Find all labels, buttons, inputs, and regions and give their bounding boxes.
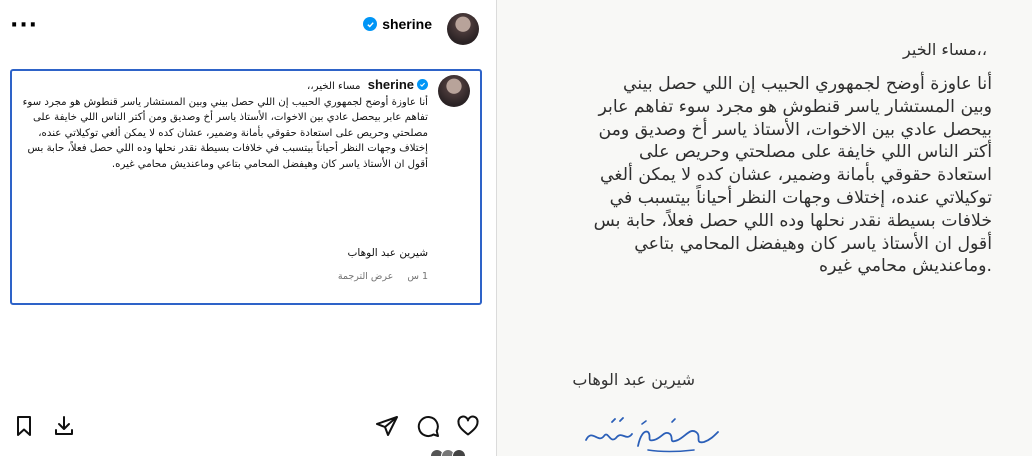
comment-avatar[interactable]: [438, 75, 470, 107]
share-button[interactable]: [373, 412, 401, 440]
comments-panel: [0, 0, 497, 456]
liked-by-avatars[interactable]: [430, 449, 480, 456]
comment-icon: [416, 414, 440, 438]
more-options-button[interactable]: [9, 13, 39, 38]
comment-signature: شيرين عبد الوهاب: [347, 247, 428, 259]
post-image: [497, 0, 1032, 456]
post-author[interactable]: [363, 16, 432, 32]
letter-line: أكتر الناس اللي خايفة على مصلحتي وحريص على: [639, 142, 992, 163]
verified-badge-icon: [417, 79, 428, 90]
bookmark-icon: [12, 414, 36, 438]
comment-time[interactable]: 1 س: [407, 271, 428, 282]
download-icon: [52, 414, 76, 438]
comment-greeting: مساء الخير،،: [307, 81, 361, 92]
caption-comment: [10, 69, 482, 305]
letter-line: وبين المستشار ياسر قنطوش هو مجرد سوء تفاهم عابر: [598, 96, 992, 117]
letter-line: بيحصل عادي بين الاخوات، الأستاذ ياسر أخ وصديق ومن: [598, 119, 992, 140]
verified-badge-icon: [363, 17, 377, 31]
more-horizontal-icon: ···: [9, 13, 39, 38]
letter-line: توكيلاتي عنده، إختلاف وجهات النظر أحياناً بيتسبب في: [609, 187, 992, 208]
see-translation-link[interactable]: عرض الترجمة: [337, 271, 394, 282]
letter-line: .وماعنديش محامي غيره: [819, 256, 992, 277]
save-button[interactable]: [10, 412, 38, 440]
post-header: [0, 0, 496, 56]
post-author-username[interactable]: sherine: [382, 16, 432, 32]
like-button[interactable]: [454, 412, 482, 440]
action-bar: [0, 408, 496, 444]
letter-line: استعادة حقوقي بأمانة وضمير، عشان كده لا يمكن ألغي: [599, 165, 992, 186]
comment-meta: [338, 271, 428, 282]
letter-line: خلافات بسيطة نقدر نحلها وده اللي حصل فعلاً، حابة بس: [593, 210, 992, 231]
letter-greeting: ،،مساء الخير: [903, 40, 987, 59]
liker-avatar: [452, 449, 466, 456]
letter-line: أقول ان الأستاذ ياسر كان وهيفضل المحامي بتاعي: [634, 233, 992, 254]
comment-username[interactable]: sherine: [367, 77, 414, 92]
letter-text: [522, 40, 992, 278]
letter-body: [522, 73, 992, 278]
letter-signature-printed: شيرين عبد الوهاب: [572, 370, 695, 389]
post-author-avatar[interactable]: [447, 13, 479, 45]
comment-button[interactable]: [414, 412, 442, 440]
comment-text: [18, 77, 428, 173]
handwritten-signature: [582, 410, 722, 456]
download-button[interactable]: [50, 412, 78, 440]
like-icon: [456, 414, 480, 438]
letter-line: أنا عاوزة أوضح لجمهوري الحبيب إن اللي حصل بيني: [623, 74, 992, 94]
share-icon: [375, 414, 399, 438]
comment-username-wrap[interactable]: [368, 77, 428, 93]
comment-body: أنا عاوزة أوضح لجمهوري الحبيب إن اللي حصل بيني وبين المستشار ياسر قنطوش هو مجرد سوء تفاهم عابر بيحصل عادي بين الاخوات، الأستاذ ياسر أخ وصديق ومن أكتر الناس اللي خايفة على مصلحتي وحريص على استعادة حقوقي بأمانة وضمير، عشان كده لا يمكن ألغي توكيلاتي عنده، إختلاف وجهات النظر أحياناً بيتسبب في خلافات بسيطة نقدر نحلها وده اللي حصل فعلاً، حابة بس أقول ان الأستاذ ياسر كان وهيفضل المحامي بتاعي وماعنديش محامي غيره.: [22, 96, 428, 170]
